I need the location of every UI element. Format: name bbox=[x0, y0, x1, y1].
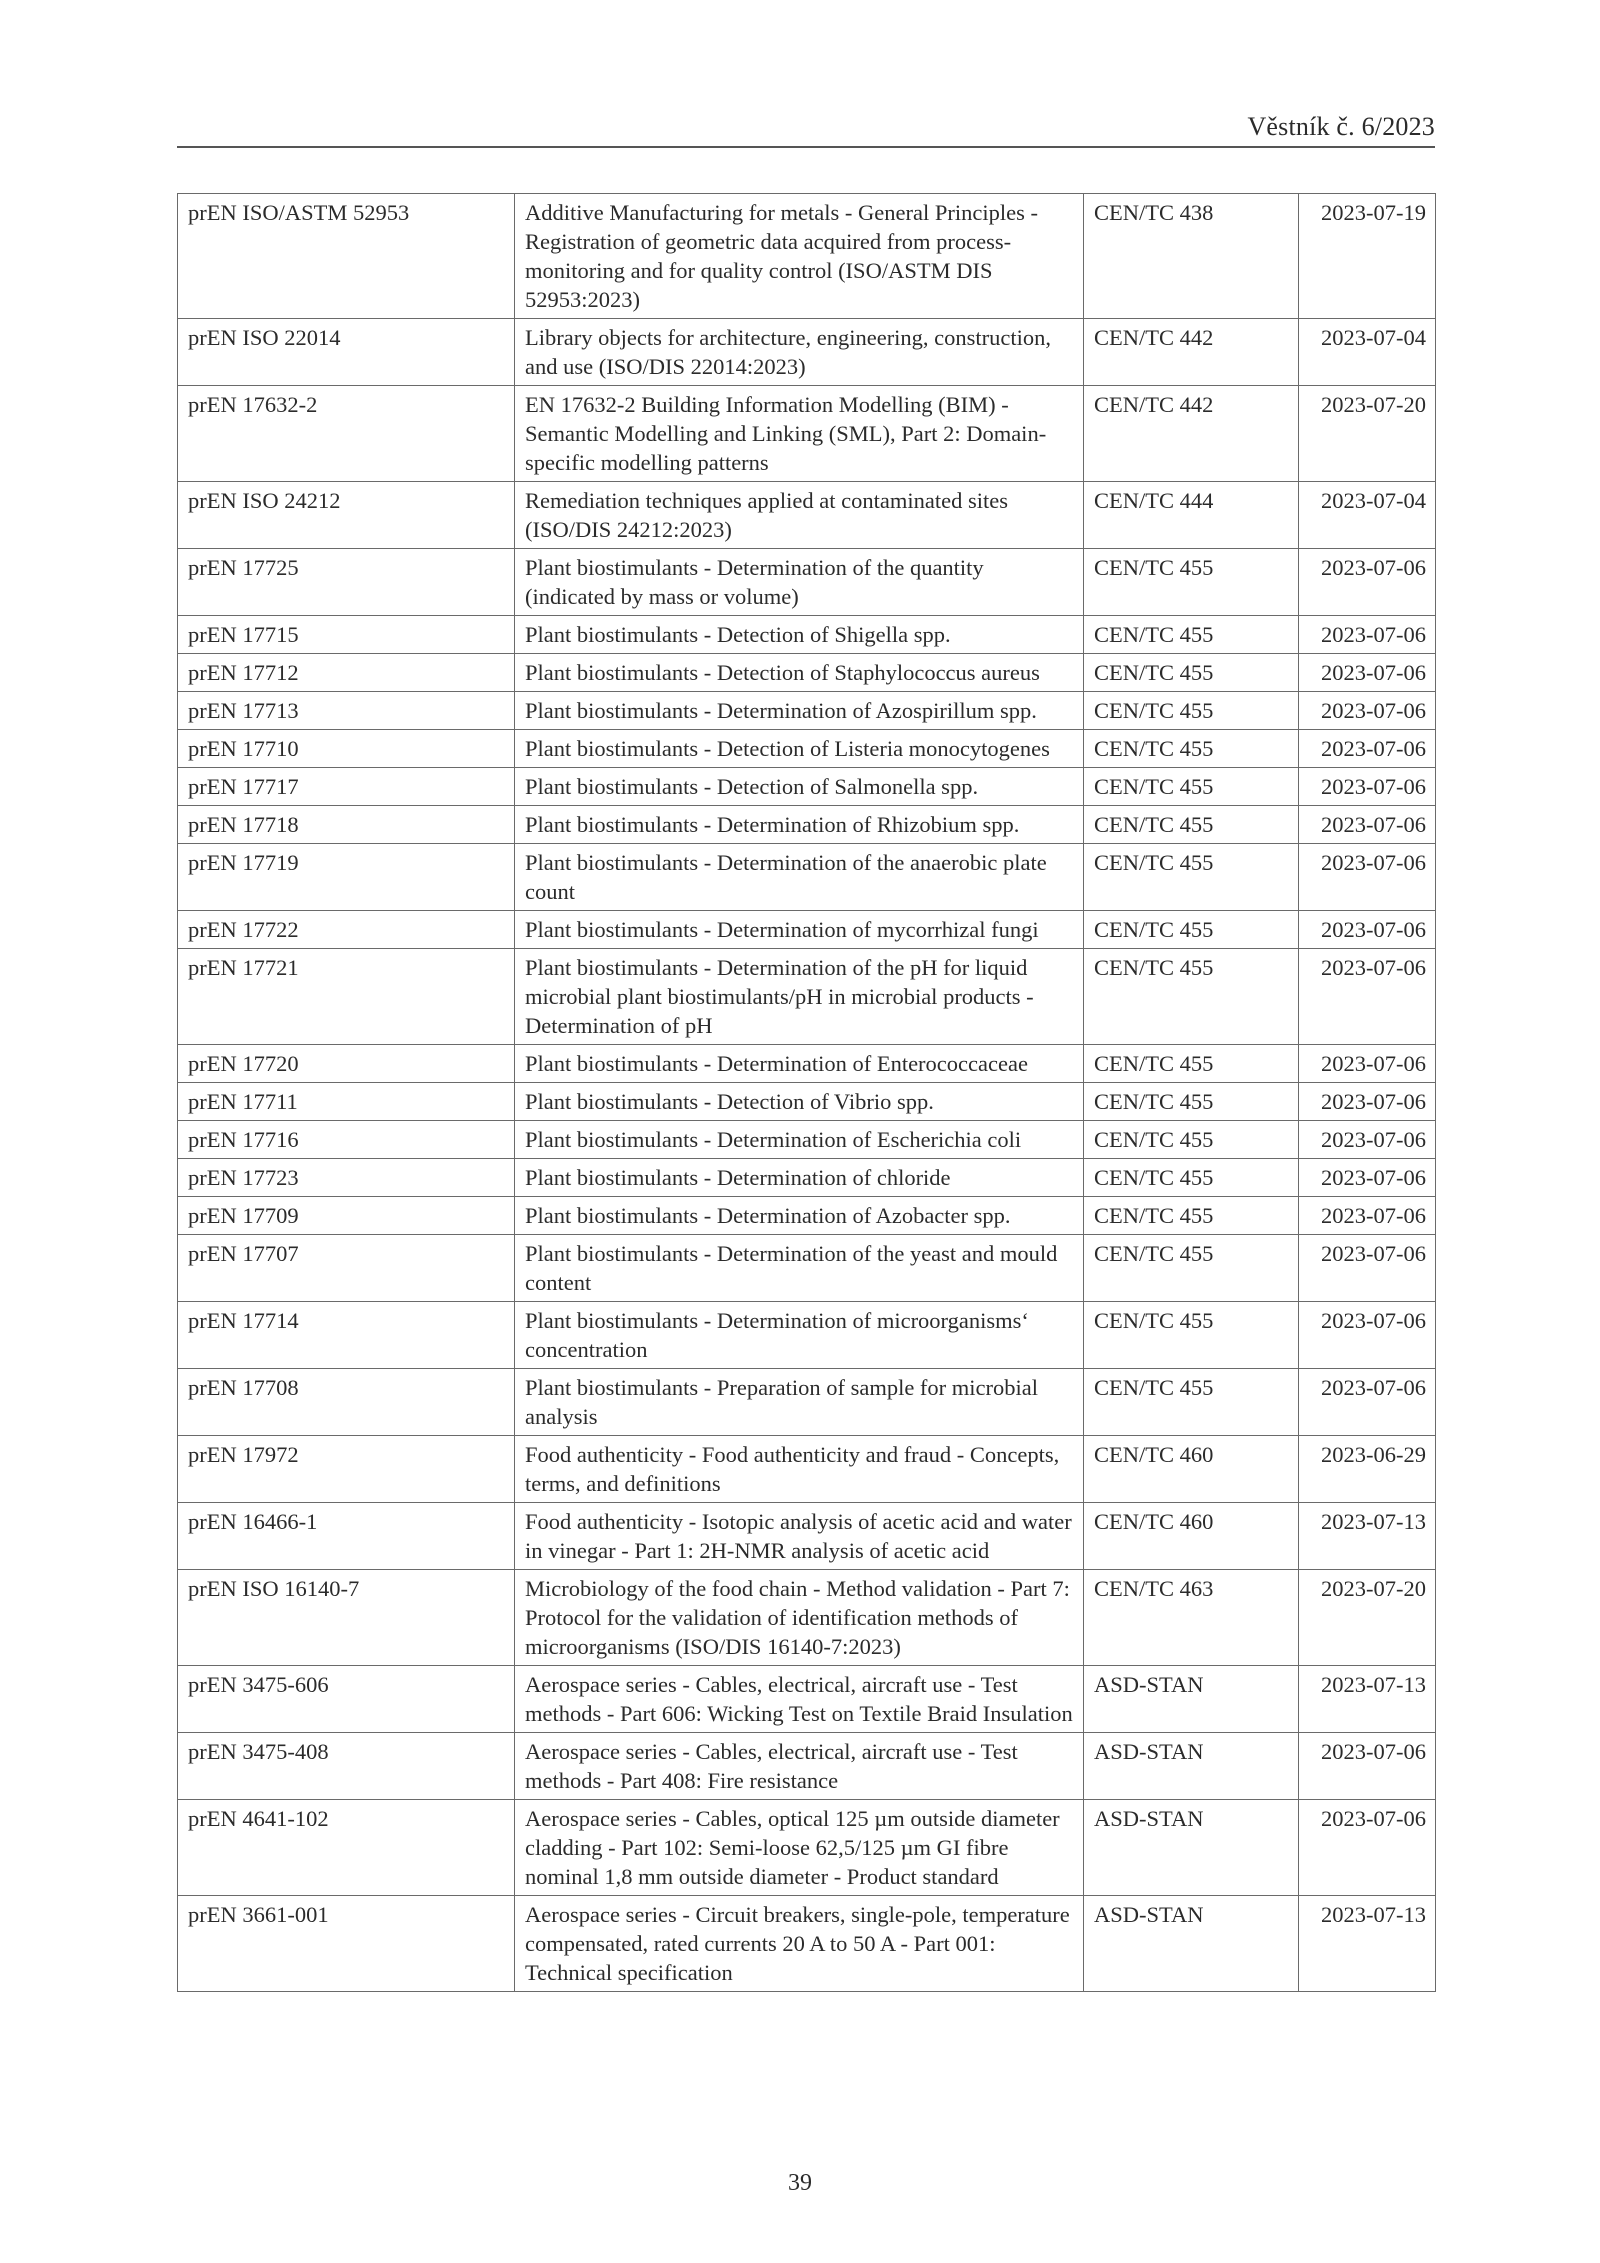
table-row bbox=[178, 1045, 1436, 1083]
technical-committee-cell: CEN/TC 460 bbox=[1084, 1503, 1299, 1570]
technical-committee-cell: CEN/TC 455 bbox=[1084, 1045, 1299, 1083]
standard-title-cell: Aerospace series - Cables, electrical, aircraft use - Test methods - Part 408: Fire resistance bbox=[515, 1733, 1084, 1800]
standards-table bbox=[177, 193, 1436, 1992]
standard-title-cell: Plant biostimulants - Determination of the quantity (indicated by mass or volume) bbox=[515, 549, 1084, 616]
table-row bbox=[178, 692, 1436, 730]
deadline-date-cell: 2023-07-06 bbox=[1299, 730, 1436, 768]
standard-code-cell: prEN 17710 bbox=[178, 730, 515, 768]
technical-committee-cell: CEN/TC 455 bbox=[1084, 616, 1299, 654]
technical-committee-cell: CEN/TC 460 bbox=[1084, 1436, 1299, 1503]
technical-committee-cell: CEN/TC 442 bbox=[1084, 386, 1299, 482]
table-row bbox=[178, 1083, 1436, 1121]
table-row bbox=[178, 482, 1436, 549]
standard-title-cell: Plant biostimulants - Preparation of sample for microbial analysis bbox=[515, 1369, 1084, 1436]
deadline-date-cell: 2023-07-06 bbox=[1299, 1369, 1436, 1436]
standard-title-cell: Food authenticity - Food authenticity and fraud - Concepts, terms, and definitions bbox=[515, 1436, 1084, 1503]
standard-title-cell: Aerospace series - Circuit breakers, single-pole, temperature compensated, rated currents 20 A to 50 A - Part 001: Technical specification bbox=[515, 1896, 1084, 1992]
table-row bbox=[178, 386, 1436, 482]
technical-committee-cell: CEN/TC 455 bbox=[1084, 1302, 1299, 1369]
technical-committee-cell: CEN/TC 455 bbox=[1084, 549, 1299, 616]
standard-title-cell: Plant biostimulants - Detection of Listeria monocytogenes bbox=[515, 730, 1084, 768]
standard-title-cell: Plant biostimulants - Determination of mycorrhizal fungi bbox=[515, 911, 1084, 949]
standard-title-cell: Plant biostimulants - Determination of the anaerobic plate count bbox=[515, 844, 1084, 911]
standard-title-cell: Plant biostimulants - Determination of the yeast and mould content bbox=[515, 1235, 1084, 1302]
standard-title-cell: Plant biostimulants - Determination of Rhizobium spp. bbox=[515, 806, 1084, 844]
deadline-date-cell: 2023-07-06 bbox=[1299, 654, 1436, 692]
standard-code-cell: prEN 17714 bbox=[178, 1302, 515, 1369]
standard-code-cell: prEN 17709 bbox=[178, 1197, 515, 1235]
table-row bbox=[178, 768, 1436, 806]
standard-title-cell: Additive Manufacturing for metals - General Principles - Registration of geometric data acquired from process-monitoring and for quality control (ISO/ASTM DIS 52953:2023) bbox=[515, 194, 1084, 319]
deadline-date-cell: 2023-07-06 bbox=[1299, 1733, 1436, 1800]
standard-code-cell: prEN 17721 bbox=[178, 949, 515, 1045]
technical-committee-cell: CEN/TC 455 bbox=[1084, 1235, 1299, 1302]
standard-title-cell: Plant biostimulants - Determination of microorganisms‘ concentration bbox=[515, 1302, 1084, 1369]
standard-title-cell: Remediation techniques applied at contaminated sites (ISO/DIS 24212:2023) bbox=[515, 482, 1084, 549]
page-number: 39 bbox=[788, 2170, 812, 2196]
standard-code-cell: prEN ISO 24212 bbox=[178, 482, 515, 549]
deadline-date-cell: 2023-07-06 bbox=[1299, 549, 1436, 616]
table-row bbox=[178, 1121, 1436, 1159]
table-row bbox=[178, 549, 1436, 616]
standard-code-cell: prEN 17722 bbox=[178, 911, 515, 949]
standard-code-cell: prEN 17712 bbox=[178, 654, 515, 692]
standard-code-cell: prEN 17719 bbox=[178, 844, 515, 911]
table-row bbox=[178, 1302, 1436, 1369]
technical-committee-cell: CEN/TC 442 bbox=[1084, 319, 1299, 386]
deadline-date-cell: 2023-07-06 bbox=[1299, 1197, 1436, 1235]
standard-title-cell: Plant biostimulants - Determination of Azospirillum spp. bbox=[515, 692, 1084, 730]
deadline-date-cell: 2023-07-06 bbox=[1299, 1045, 1436, 1083]
technical-committee-cell: CEN/TC 455 bbox=[1084, 1121, 1299, 1159]
standard-code-cell: prEN 3475-606 bbox=[178, 1666, 515, 1733]
table-row bbox=[178, 1800, 1436, 1896]
deadline-date-cell: 2023-07-06 bbox=[1299, 911, 1436, 949]
standard-code-cell: prEN 17720 bbox=[178, 1045, 515, 1083]
deadline-date-cell: 2023-07-13 bbox=[1299, 1666, 1436, 1733]
deadline-date-cell: 2023-07-04 bbox=[1299, 482, 1436, 549]
table-row bbox=[178, 319, 1436, 386]
deadline-date-cell: 2023-07-19 bbox=[1299, 194, 1436, 319]
standard-code-cell: prEN 17972 bbox=[178, 1436, 515, 1503]
standard-title-cell: Plant biostimulants - Detection of Staphylococcus aureus bbox=[515, 654, 1084, 692]
technical-committee-cell: ASD-STAN bbox=[1084, 1666, 1299, 1733]
publication-title: Věstník č. 6/2023 bbox=[1247, 112, 1435, 141]
deadline-date-cell: 2023-07-13 bbox=[1299, 1503, 1436, 1570]
header-rule bbox=[177, 146, 1435, 148]
technical-committee-cell: CEN/TC 455 bbox=[1084, 806, 1299, 844]
standard-title-cell: EN 17632-2 Building Information Modelling (BIM) - Semantic Modelling and Linking (SML), Part 2: Domain-specific modelling patterns bbox=[515, 386, 1084, 482]
standard-code-cell: prEN ISO 22014 bbox=[178, 319, 515, 386]
standard-title-cell: Plant biostimulants - Determination of Azobacter spp. bbox=[515, 1197, 1084, 1235]
technical-committee-cell: CEN/TC 455 bbox=[1084, 768, 1299, 806]
technical-committee-cell: CEN/TC 455 bbox=[1084, 844, 1299, 911]
standard-code-cell: prEN 17723 bbox=[178, 1159, 515, 1197]
table-row bbox=[178, 806, 1436, 844]
technical-committee-cell: CEN/TC 444 bbox=[1084, 482, 1299, 549]
deadline-date-cell: 2023-07-20 bbox=[1299, 1570, 1436, 1666]
technical-committee-cell: CEN/TC 455 bbox=[1084, 654, 1299, 692]
table-row bbox=[178, 1666, 1436, 1733]
standard-title-cell: Plant biostimulants - Detection of Shigella spp. bbox=[515, 616, 1084, 654]
table-row bbox=[178, 654, 1436, 692]
technical-committee-cell: CEN/TC 463 bbox=[1084, 1570, 1299, 1666]
deadline-date-cell: 2023-07-06 bbox=[1299, 806, 1436, 844]
deadline-date-cell: 2023-07-20 bbox=[1299, 386, 1436, 482]
standard-code-cell: prEN 17725 bbox=[178, 549, 515, 616]
deadline-date-cell: 2023-07-06 bbox=[1299, 1159, 1436, 1197]
table-row bbox=[178, 911, 1436, 949]
technical-committee-cell: ASD-STAN bbox=[1084, 1896, 1299, 1992]
standard-code-cell: prEN ISO/ASTM 52953 bbox=[178, 194, 515, 319]
standard-code-cell: prEN 3661-001 bbox=[178, 1896, 515, 1992]
table-row bbox=[178, 1733, 1436, 1800]
standards-table-body bbox=[178, 194, 1436, 1992]
deadline-date-cell: 2023-07-06 bbox=[1299, 768, 1436, 806]
technical-committee-cell: CEN/TC 455 bbox=[1084, 1159, 1299, 1197]
deadline-date-cell: 2023-07-06 bbox=[1299, 692, 1436, 730]
standard-code-cell: prEN 16466-1 bbox=[178, 1503, 515, 1570]
technical-committee-cell: CEN/TC 455 bbox=[1084, 911, 1299, 949]
standard-title-cell: Plant biostimulants - Determination of Escherichia coli bbox=[515, 1121, 1084, 1159]
standard-code-cell: prEN ISO 16140-7 bbox=[178, 1570, 515, 1666]
standard-title-cell: Library objects for architecture, engineering, construction, and use (ISO/DIS 22014:2023) bbox=[515, 319, 1084, 386]
technical-committee-cell: CEN/TC 455 bbox=[1084, 730, 1299, 768]
standard-title-cell: Microbiology of the food chain - Method validation - Part 7: Protocol for the validation of identification methods of microorganisms (ISO/DIS 16140-7:2023) bbox=[515, 1570, 1084, 1666]
technical-committee-cell: CEN/TC 438 bbox=[1084, 194, 1299, 319]
standard-code-cell: prEN 17718 bbox=[178, 806, 515, 844]
standard-title-cell: Aerospace series - Cables, optical 125 µm outside diameter cladding - Part 102: Semi-loose 62,5/125 µm GI fibre nominal 1,8 mm outside diameter - Product standard bbox=[515, 1800, 1084, 1896]
technical-committee-cell: CEN/TC 455 bbox=[1084, 949, 1299, 1045]
standard-title-cell: Plant biostimulants - Determination of the pH for liquid microbial plant biostimulants/pH in microbial products - Determination of pH bbox=[515, 949, 1084, 1045]
standard-code-cell: prEN 17708 bbox=[178, 1369, 515, 1436]
table-row bbox=[178, 194, 1436, 319]
deadline-date-cell: 2023-07-06 bbox=[1299, 844, 1436, 911]
technical-committee-cell: CEN/TC 455 bbox=[1084, 1083, 1299, 1121]
table-row bbox=[178, 949, 1436, 1045]
standard-title-cell: Plant biostimulants - Determination of chloride bbox=[515, 1159, 1084, 1197]
standard-title-cell: Plant biostimulants - Detection of Salmonella spp. bbox=[515, 768, 1084, 806]
table-row bbox=[178, 1235, 1436, 1302]
table-row bbox=[178, 1369, 1436, 1436]
deadline-date-cell: 2023-07-06 bbox=[1299, 1083, 1436, 1121]
technical-committee-cell: CEN/TC 455 bbox=[1084, 692, 1299, 730]
table-row bbox=[178, 1570, 1436, 1666]
deadline-date-cell: 2023-07-06 bbox=[1299, 1302, 1436, 1369]
deadline-date-cell: 2023-07-06 bbox=[1299, 616, 1436, 654]
standard-code-cell: prEN 4641-102 bbox=[178, 1800, 515, 1896]
standard-code-cell: prEN 17707 bbox=[178, 1235, 515, 1302]
standard-code-cell: prEN 17717 bbox=[178, 768, 515, 806]
deadline-date-cell: 2023-07-06 bbox=[1299, 1800, 1436, 1896]
standard-title-cell: Aerospace series - Cables, electrical, aircraft use - Test methods - Part 606: Wicking Test on Textile Braid Insulation bbox=[515, 1666, 1084, 1733]
deadline-date-cell: 2023-07-06 bbox=[1299, 1235, 1436, 1302]
table-row bbox=[178, 730, 1436, 768]
technical-committee-cell: ASD-STAN bbox=[1084, 1800, 1299, 1896]
technical-committee-cell: CEN/TC 455 bbox=[1084, 1197, 1299, 1235]
standard-code-cell: prEN 17715 bbox=[178, 616, 515, 654]
table-row bbox=[178, 1503, 1436, 1570]
table-row bbox=[178, 1896, 1436, 1992]
table-row bbox=[178, 844, 1436, 911]
deadline-date-cell: 2023-07-13 bbox=[1299, 1896, 1436, 1992]
standard-title-cell: Food authenticity - Isotopic analysis of acetic acid and water in vinegar - Part 1: 2H-NMR analysis of acetic acid bbox=[515, 1503, 1084, 1570]
technical-committee-cell: CEN/TC 455 bbox=[1084, 1369, 1299, 1436]
table-row bbox=[178, 1159, 1436, 1197]
table-row bbox=[178, 1436, 1436, 1503]
deadline-date-cell: 2023-06-29 bbox=[1299, 1436, 1436, 1503]
standard-title-cell: Plant biostimulants - Determination of Enterococcaceae bbox=[515, 1045, 1084, 1083]
standard-code-cell: prEN 17713 bbox=[178, 692, 515, 730]
deadline-date-cell: 2023-07-06 bbox=[1299, 949, 1436, 1045]
standard-code-cell: prEN 3475-408 bbox=[178, 1733, 515, 1800]
standard-title-cell: Plant biostimulants - Detection of Vibrio spp. bbox=[515, 1083, 1084, 1121]
standard-code-cell: prEN 17716 bbox=[178, 1121, 515, 1159]
deadline-date-cell: 2023-07-04 bbox=[1299, 319, 1436, 386]
standard-code-cell: prEN 17632-2 bbox=[178, 386, 515, 482]
table-row bbox=[178, 1197, 1436, 1235]
deadline-date-cell: 2023-07-06 bbox=[1299, 1121, 1436, 1159]
standard-code-cell: prEN 17711 bbox=[178, 1083, 515, 1121]
technical-committee-cell: ASD-STAN bbox=[1084, 1733, 1299, 1800]
table-row bbox=[178, 616, 1436, 654]
